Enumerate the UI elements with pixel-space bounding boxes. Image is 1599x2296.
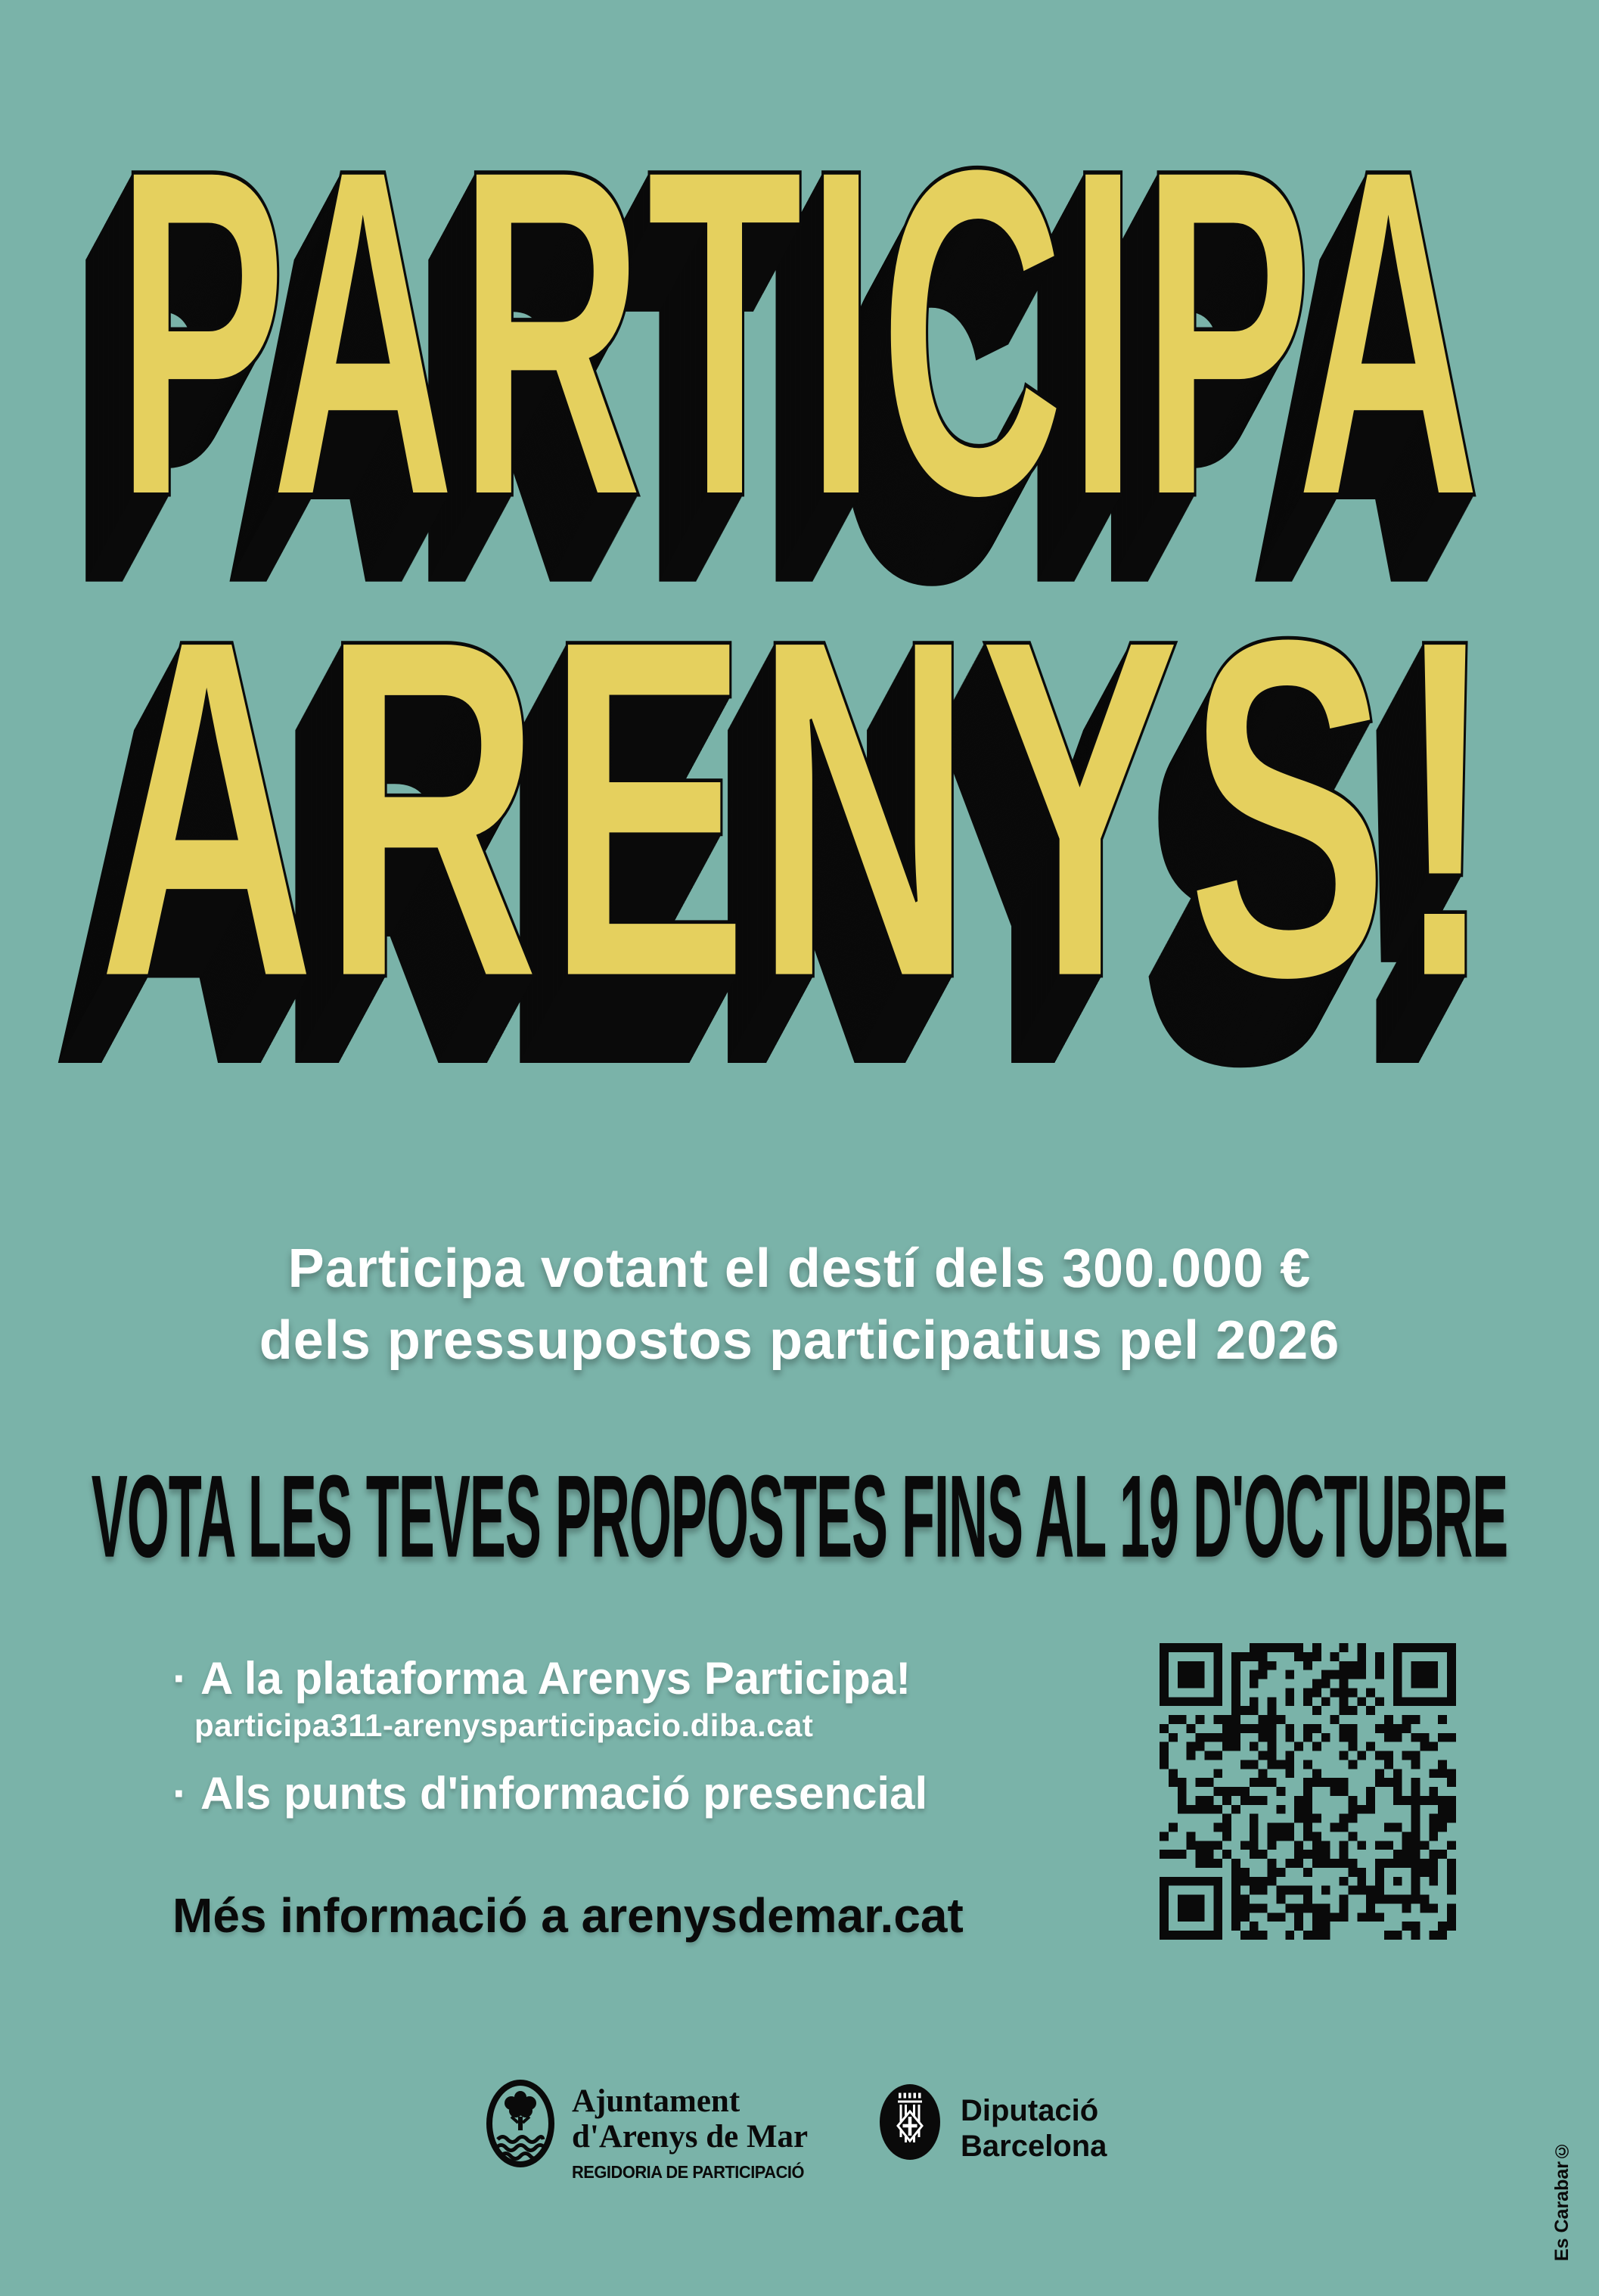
- bullet-dot: ·: [172, 1653, 188, 1704]
- subtitle-line2: dels pressupostos participatius pel 2026: [259, 1310, 1340, 1371]
- diputacio-name-line1: Diputació: [961, 2094, 1099, 2127]
- poster-title-line1: PARTICIPA: [115, 71, 1484, 595]
- channel-inperson-label: Als punts d'informació presencial: [200, 1768, 928, 1819]
- ajuntament-name-line2: d'Arenys de Mar: [572, 2119, 809, 2155]
- diputacio-name-line2: Barcelona: [961, 2130, 1107, 2163]
- ajuntament-logo: [486, 2079, 816, 2183]
- channel-platform-label: A la plataforma Arenys Participa!: [200, 1653, 911, 1704]
- ajuntament-name-line1: Ajuntament: [572, 2083, 741, 2119]
- more-info-text: Més informació a arenysdemar.cat: [172, 1888, 964, 1943]
- subtitle-line1: Participa votant el destí dels 300.000 €: [287, 1238, 1312, 1299]
- diputacio-barcelona-seal-icon: [877, 2083, 942, 2161]
- diputacio-text: [961, 2083, 1107, 2164]
- channel-platform-url: participa311-arenysparticipacio.diba.cat: [194, 1707, 814, 1743]
- channel-item-inperson: [172, 1767, 927, 1819]
- ajuntament-department: REGIDORIA DE PARTICIPACIÓ: [572, 2162, 804, 2182]
- bullet-dot: ·: [172, 1768, 188, 1819]
- channel-item-platform: [172, 1652, 911, 1704]
- deadline-heading: VOTA LES TEVES PROPOSTES FINS AL 19 D'OCTUBRE: [91, 1452, 1508, 1583]
- seal-tree-icon: [505, 2091, 536, 2130]
- diputacio-logo: [877, 2083, 1107, 2164]
- credit-vertical-text: Es Carabar©: [1551, 2139, 1573, 2261]
- ajuntament-text: [572, 2079, 816, 2183]
- qr-code-icon: [1160, 1643, 1456, 1940]
- poster-title-line2: ARENYS!: [97, 537, 1502, 1079]
- poster-subtitle: [0, 1233, 1599, 1377]
- ajuntament-arenys-seal-icon: [486, 2079, 555, 2168]
